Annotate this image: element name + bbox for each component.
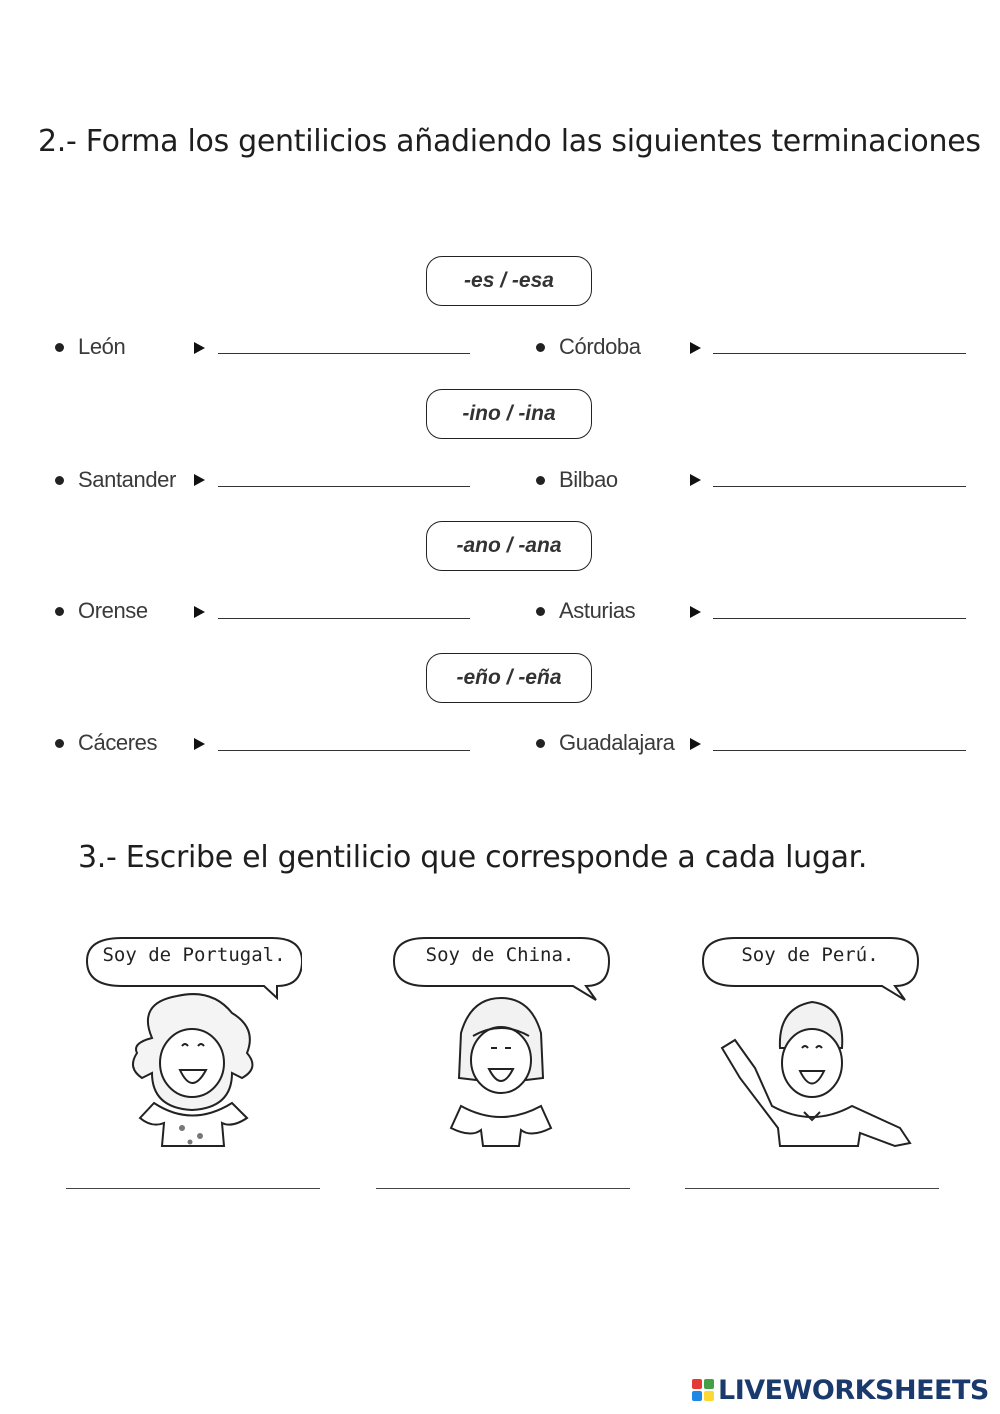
item-caceres <box>55 728 157 758</box>
answer-line-leon[interactable] <box>218 353 470 354</box>
item-asturias <box>536 596 635 626</box>
bullet-icon <box>55 343 64 352</box>
bullet-icon <box>536 739 545 748</box>
answer-line-china[interactable] <box>376 1188 630 1189</box>
arrow-right-icon <box>690 474 701 486</box>
bullet-icon <box>536 343 545 352</box>
bullet-icon <box>55 607 64 616</box>
answer-line-orense[interactable] <box>218 618 470 619</box>
answer-line-asturias[interactable] <box>713 618 966 619</box>
speech-bubble-china: Soy de China. <box>425 944 575 966</box>
arrow-right-icon <box>194 474 205 486</box>
place-label: Córdoba <box>559 334 641 359</box>
suffix-box-ino-ina: -ino / -ina <box>426 389 592 439</box>
answer-line-santander[interactable] <box>218 486 470 487</box>
exercise-2-title: 2.- Forma los gentilicios añadiendo las siguientes terminaciones <box>38 124 981 159</box>
bullet-icon <box>536 607 545 616</box>
item-leon <box>55 332 125 362</box>
place-label: Bilbao <box>559 467 618 492</box>
answer-line-caceres[interactable] <box>218 750 470 751</box>
answer-line-portugal[interactable] <box>66 1188 320 1189</box>
place-label: Cáceres <box>78 730 158 755</box>
place-label: Guadalajara <box>559 730 675 755</box>
arrow-right-icon <box>194 342 205 354</box>
item-guadalajara <box>536 728 674 758</box>
answer-line-guadalajara[interactable] <box>713 750 966 751</box>
place-label: León <box>78 334 126 359</box>
place-label: Orense <box>78 598 148 623</box>
liveworksheets-logo-icon <box>692 1379 714 1401</box>
arrow-right-icon <box>194 738 205 750</box>
logo-text: LIVEWORKSHEETS <box>718 1374 989 1406</box>
suffix-box-eno-ena: -eño / -eña <box>426 653 592 703</box>
speech-bubble-portugal: Soy de Portugal. <box>102 944 286 966</box>
item-orense <box>55 596 148 626</box>
suffix-box-es-esa: -es / -esa <box>426 256 592 306</box>
arrow-right-icon <box>690 342 701 354</box>
bullet-icon <box>536 476 545 485</box>
liveworksheets-logo <box>692 1372 989 1408</box>
bullet-icon <box>55 739 64 748</box>
item-cordoba <box>536 332 641 362</box>
place-label: Asturias <box>559 598 636 623</box>
answer-line-cordoba[interactable] <box>713 353 966 354</box>
bullet-icon <box>55 476 64 485</box>
arrow-right-icon <box>194 606 205 618</box>
answer-line-peru[interactable] <box>685 1188 939 1189</box>
answer-line-bilbao[interactable] <box>713 486 966 487</box>
item-bilbao <box>536 465 618 495</box>
arrow-right-icon <box>690 606 701 618</box>
suffix-box-ano-ana: -ano / -ana <box>426 521 592 571</box>
arrow-right-icon <box>690 738 701 750</box>
exercise-3-title: 3.- Escribe el gentilicio que corresponde a cada lugar. <box>78 840 868 875</box>
place-label: Santander <box>78 467 176 492</box>
item-santander <box>55 465 176 495</box>
speech-bubble-peru: Soy de Perú. <box>741 944 879 966</box>
